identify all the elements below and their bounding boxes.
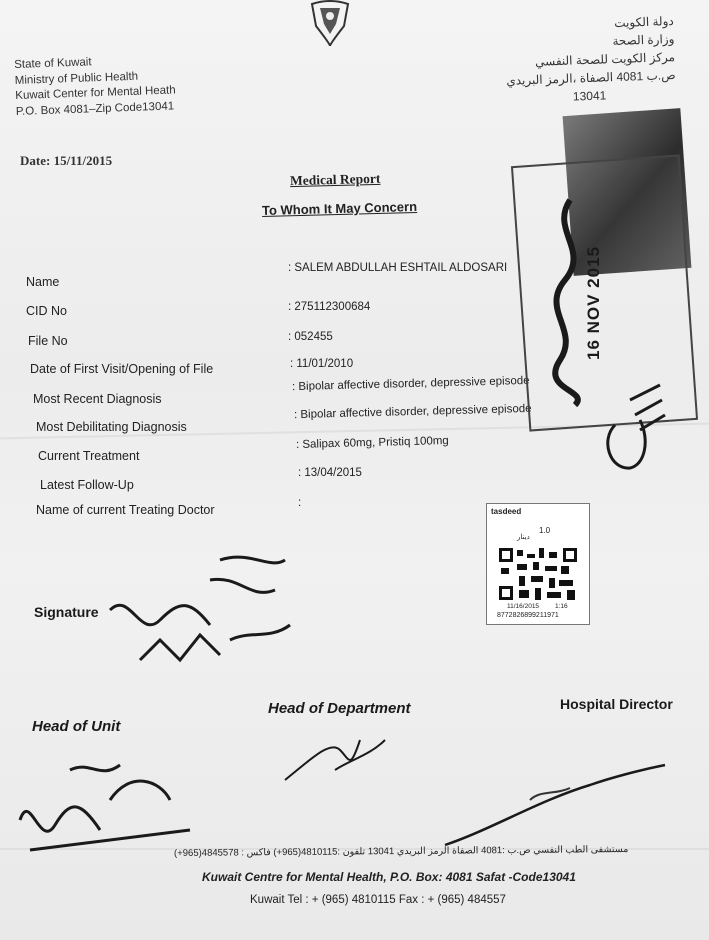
- footer-arabic: مستشفى الطب النفسي ص.ب :4081 الصفاة الرمز البريدي 13041 تلفون :4810115(965+) فاكس : 4845578(965+): [173, 844, 629, 859]
- doctor-signature: [100, 530, 300, 680]
- header-line: مركز الكويت للصحة النفسي: [534, 49, 675, 69]
- header-line: دولة الكويت: [613, 13, 674, 31]
- hospital-director-label: Hospital Director: [560, 696, 673, 712]
- field-value-latest-followup: : 13/04/2015: [298, 467, 362, 479]
- head-of-department-label: Head of Department: [268, 700, 411, 717]
- field-value-recent-diagnosis: : Bipolar affective disorder, depressive episode: [291, 374, 530, 394]
- head-of-department-signature: [280, 720, 390, 790]
- hospital-director-signature: [440, 760, 670, 850]
- stamp-date-text: 16 NOV 2015: [584, 246, 603, 361]
- fee-stamp: [486, 503, 590, 625]
- header-line: State of Kuwait: [14, 56, 92, 71]
- field-label-name: Name: [26, 275, 60, 289]
- footer-address: Kuwait Centre for Mental Health, P.O. Box: 4081 Safat -Code13041: [202, 870, 576, 884]
- field-value-file: : 052455: [288, 331, 333, 343]
- head-of-unit-signature: [10, 730, 210, 860]
- qr-code-icon: [497, 546, 579, 602]
- header-line: وزارة الصحة: [611, 31, 675, 49]
- field-value-current-treatment: : Salipax 60mg, Pristiq 100mg: [295, 435, 449, 451]
- report-subtitle: To Whom It May Concern: [261, 198, 418, 219]
- signature-label: Signature: [34, 604, 99, 620]
- field-label-debilitating-diagnosis: Most Debilitating Diagnosis: [36, 420, 187, 434]
- field-label-treating-doctor: Name of current Treating Doctor: [36, 503, 215, 517]
- header-english: [14, 52, 177, 120]
- field-label-recent-diagnosis: Most Recent Diagnosis: [33, 392, 162, 406]
- stamp-date: [584, 246, 624, 386]
- header-line: Ministry of Public Health: [14, 70, 139, 87]
- field-label-current-treatment: Current Treatment: [38, 449, 140, 463]
- fee-stamp-brand: tasdeed: [491, 507, 522, 516]
- field-value-treating-doctor: :: [298, 497, 302, 509]
- field-value-debilitating-diagnosis: : Bipolar affective disorder, depressive episode: [293, 402, 532, 422]
- header-line: ص.ب 4081 الصفاة ،الرمز البريدي: [505, 67, 676, 88]
- head-of-unit-label: Head of Unit: [32, 718, 121, 735]
- kuwait-emblem-icon: [308, 0, 352, 48]
- fee-stamp-serial: 8772826899211971: [497, 612, 559, 619]
- field-value-cid: : 275112300684: [288, 301, 371, 313]
- field-label-cid: CID No: [26, 304, 67, 318]
- field-value-name: : SALEM ABDULLAH ESHTAIL ALDOSARI: [288, 262, 508, 274]
- header-line: Kuwait Center for Mental Heath: [15, 84, 176, 102]
- header-line: 13041: [572, 88, 607, 104]
- report-date: Date: 15/11/2015: [20, 153, 113, 168]
- field-label-file: File No: [28, 334, 68, 348]
- footer-contact: Kuwait Tel : + (965) 4810115 Fax : + (965) 484557: [250, 894, 506, 906]
- fee-stamp-date: 11/16/2015: [507, 603, 540, 610]
- header-arabic: [504, 12, 676, 108]
- fee-stamp-currency: دينار: [517, 534, 530, 541]
- fee-stamp-value: 1.0: [539, 526, 551, 535]
- field-value-first-visit: : 11/01/2010: [290, 358, 354, 370]
- header-line: P.O. Box 4081–Zip Code13041: [15, 99, 175, 118]
- fee-stamp-time: 1:16: [555, 603, 568, 610]
- field-label-first-visit: Date of First Visit/Opening of File: [30, 362, 214, 376]
- field-label-latest-followup: Latest Follow-Up: [40, 478, 134, 492]
- report-title: Medical Report: [289, 170, 381, 189]
